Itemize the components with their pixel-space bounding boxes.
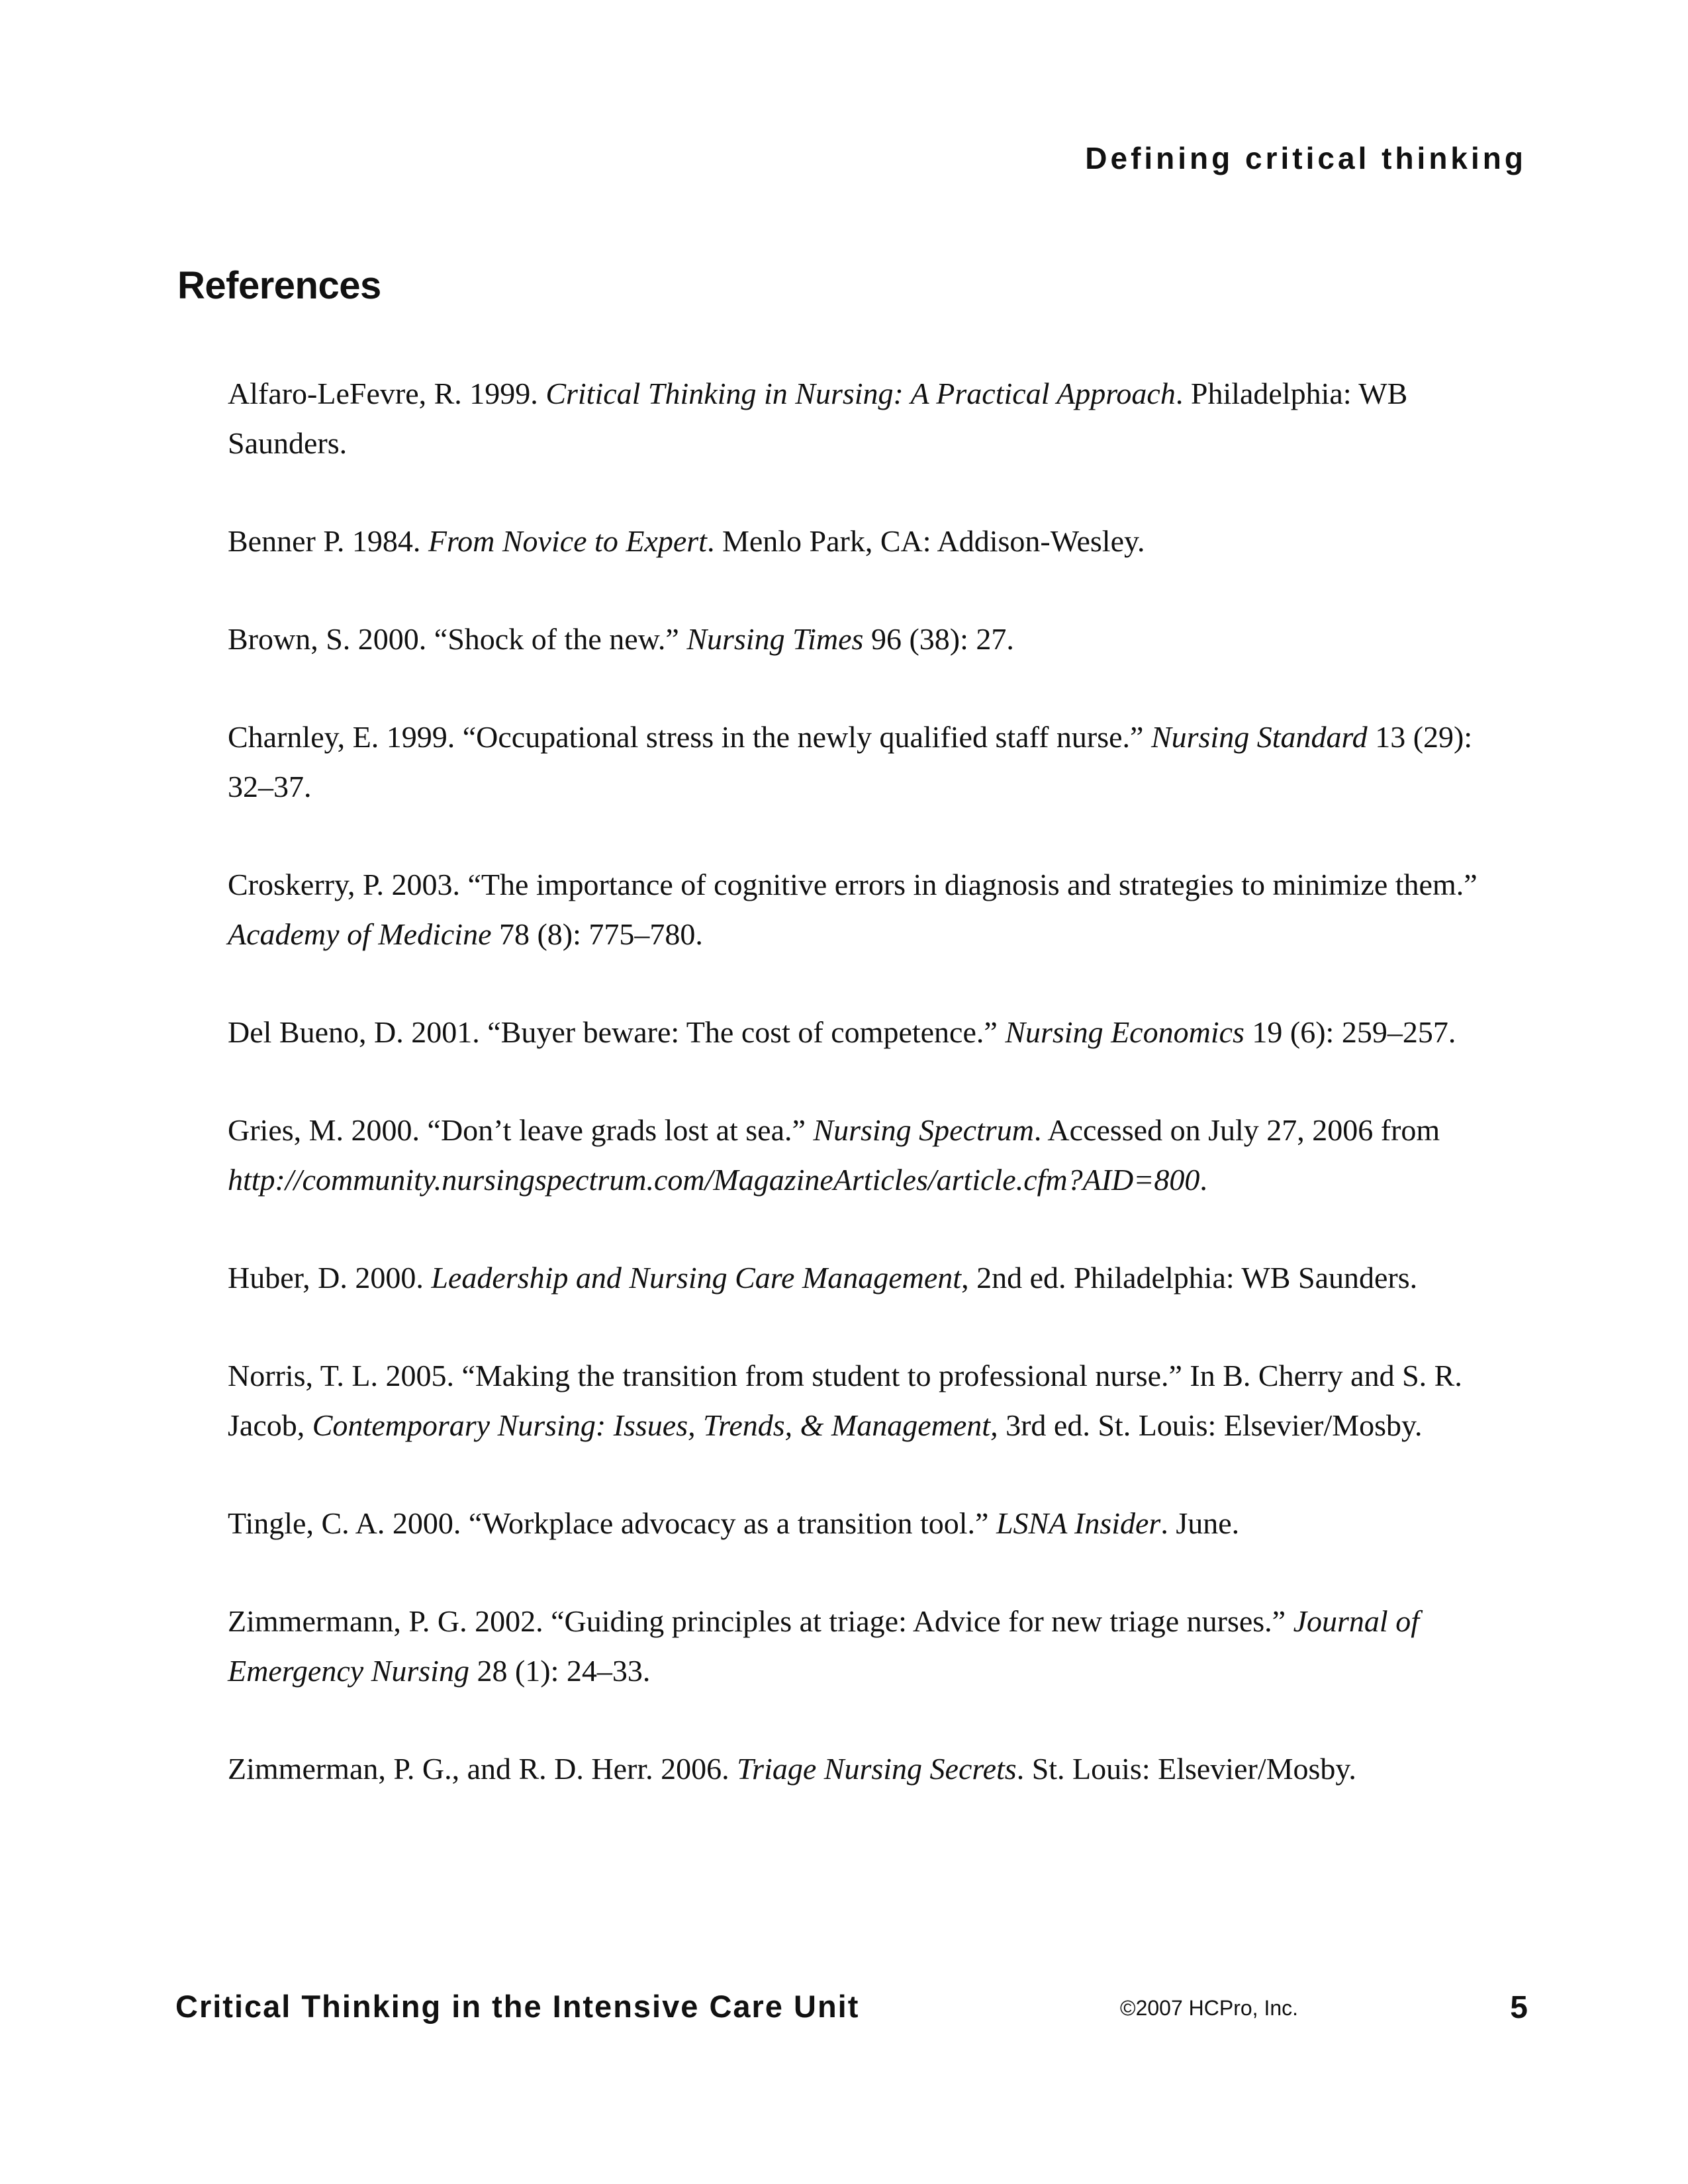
reference-url: http://community.nursingspectrum.com/MagazineArticles/article.cfm?AID=800	[228, 1163, 1200, 1197]
reference-list	[228, 369, 1505, 1794]
reference-item: Benner P. 1984. From Novice to Expert. Menlo Park, CA: Addison-Wesley.	[228, 524, 1145, 558]
reference-item: Brown, S. 2000. “Shock of the new.” Nursing Times 96 (38): 27.	[228, 622, 1014, 656]
reference-item: Zimmermann, P. G. 2002. “Guiding principles at triage: Advice for new triage nurses.” Journal of Emergency Nursing 28 (1): 24–33.	[228, 1604, 1419, 1688]
running-head: Defining critical thinking	[1085, 141, 1526, 175]
reference-item: Huber, D. 2000. Leadership and Nursing Care Management, 2nd ed. Philadelphia: WB Saunders.	[228, 1261, 1418, 1295]
footer-copyright: ©2007 HCPro, Inc.	[1120, 1996, 1299, 2020]
footer-book-title: Critical Thinking in the Intensive Care Unit	[175, 1989, 860, 2024]
reference-item: Del Bueno, D. 2001. “Buyer beware: The cost of competence.” Nursing Economics 19 (6): 259–257.	[228, 1015, 1456, 1049]
reference-item: Gries, M. 2000. “Don’t leave grads lost at sea.” Nursing Spectrum. Accessed on July 27, 2006 from http://community.nursingspectrum.com/MagazineArticles/article.cfm?AID=800.	[228, 1113, 1440, 1197]
section-title: References	[177, 264, 381, 307]
page-number: 5	[1510, 1990, 1528, 2025]
reference-item: Zimmerman, P. G., and R. D. Herr. 2006. Triage Nursing Secrets. St. Louis: Elsevier/Mosby.	[228, 1752, 1356, 1786]
reference-item: Charnley, E. 1999. “Occupational stress in the newly qualified staff nurse.” Nursing Standard 13 (29): 32–37.	[228, 720, 1473, 803]
reference-item: Norris, T. L. 2005. “Making the transition from student to professional nurse.” In B. Cherry and S. R. Jacob, Contemporary Nursing: Issues, Trends, & Management, 3rd ed. St. Louis: Elsevier/Mosby.	[228, 1359, 1462, 1442]
reference-item: Alfaro-LeFevre, R. 1999. Critical Thinking in Nursing: A Practical Approach. Philadelphia: WB Saunders.	[228, 377, 1408, 460]
reference-item: Croskerry, P. 2003. “The importance of cognitive errors in diagnosis and strategies to minimize them.” Academy of Medicine 78 (8): 775–780.	[228, 868, 1477, 951]
reference-item: Tingle, C. A. 2000. “Workplace advocacy as a transition tool.” LSNA Insider. June.	[228, 1506, 1240, 1540]
